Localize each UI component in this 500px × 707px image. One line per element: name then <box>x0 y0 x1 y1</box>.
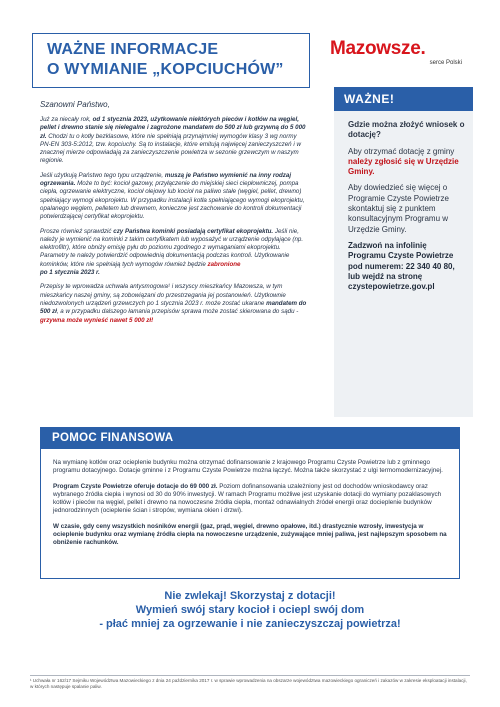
sidebar-body <box>334 111 473 292</box>
p3-text-c: Jeśli nie, należy je wymienić na kominki z takim certyfikatem lub wyposażyć w urządzenie odpylające (np. elektrofiltr), które obniży emisję pyłu do poziomu zgodnego z wymaganiami ekoprojektu. Parametry te należy potwierdzić odpowiednią dokumentacją podczas kontroli. Użytkowanie kominków, które nie spełniają tych wymogów również będzie <box>40 227 304 268</box>
sidebar-question: Gdzie można złożyć wniosek o dotację? <box>348 120 465 140</box>
p3-text-b: czy Państwa kominki posiadają certyfikat ekoprojektu. <box>113 227 274 235</box>
p2-text-a: Jeśli użytkują Państwo tego typu urządzenie, <box>40 171 165 179</box>
footnote: ¹ Uchwała nr 162/17 Sejmiku Województwa Mazowieckiego z dnia 24 października 2017 r. w sprawie wprowadzenia na obszarze województwa mazowieckiego ograniczeń i zakazów w zakresie eksploatacji instalacji, w których następuje spalanie paliw. <box>30 678 467 689</box>
paragraph-1 <box>40 116 308 166</box>
help-paragraph-1: Na wymianę kotłów oraz ocieplenie budynku można otrzymać dofinansowanie z krajowego Programu Czyste Powietrze lub z gminnego programu dotacyjnego. Dotacje gminne i z Programu Czyste Powietrze można łączyć. Można także skorzystać z ulgi termomodernizacyjnej. <box>53 459 443 475</box>
cta-line-2: Wymień swój stary kocioł i ociepl swój dom <box>135 604 365 616</box>
help-paragraph-2 <box>53 483 447 516</box>
important-sidebar <box>334 87 473 417</box>
financial-help-heading: POMOC FINANSOWA <box>40 427 460 449</box>
sidebar-heading: WAŻNE! <box>334 87 473 111</box>
footnote-divider <box>30 675 470 676</box>
p1-text-c: Chodzi tu o kotły bezklasowe, które nie spełniają przynajmniej wymogów klasy 3 wg normy PN-EN 303-5:2012, tzw. kopciuchy. Są to instalacje, które emitują najwięcej zanieczyszczeń i w znacznej mierze odpowiadają za zanieczyszczenie powietrza w sezonie grzewczym w naszym regionie. <box>40 132 301 165</box>
help-p2-bold: Program Czyste Powietrze oferuje dotacje do 69 000 zł. <box>53 482 218 490</box>
sidebar-text-1a: Aby otrzymać dotację z gminy <box>348 146 455 156</box>
paragraph-3 <box>40 228 308 278</box>
financial-help-box <box>40 449 460 579</box>
p4-text-c: , a w przypadku dalszego łamania przepisów sprawa może zostać skierowana do sądu - <box>56 308 299 316</box>
cta-line-1: Nie zwlekaj! Skorzystaj z dotacji! <box>164 590 336 602</box>
p4-text-fine: grzywna może wynieść nawet 5 000 zł! <box>40 316 154 324</box>
sidebar-hotline: Zadzwoń na infolinię Programu Czyste Powietrze pod numerem: 22 340 40 80, lub wejdź na stronę czystepowietrze.gov.pl <box>348 240 455 292</box>
help-p2-text: Poziom dofinansowania uzależniony jest od dochodów wnioskodawcy oraz wybranego źródła ciepła i wynosi od 30 do 90% inwestycji. W ramach Programu możliwe jest uzyskanie dotacji do wymiany pozaklasowych kotłów i pieców na węgiel, pellet i drewno na nowoczesne źródła ciepła, montaż odnawialnych źródeł energii oraz docieplenie budynków jednorodzinnych (ocieplenie ścian i stropów, wymiana okien i drzwi). <box>53 482 442 515</box>
call-to-action <box>40 589 460 631</box>
sidebar-text-1b: należy zgłosić się w Urzędzie Gminy. <box>348 156 459 177</box>
page-title-line2: O WYMIANIE „KOPCIUCHÓW” <box>47 61 284 78</box>
p3-text-forbidden: zabronione <box>207 260 241 268</box>
p3-text-a: Prosze również sprawdzić <box>40 227 114 235</box>
title-box <box>32 33 310 88</box>
greeting: Szanowni Państwo, <box>40 100 110 109</box>
paragraph-2 <box>40 172 308 222</box>
page-title-line1: WAŻNE INFORMACJE <box>47 41 219 58</box>
p2-text-b: muszą je Państwo wymienić na inny rodzaj ogrzewania. <box>40 171 292 188</box>
help-paragraph-3 <box>53 523 447 548</box>
cta-line-3: - płać mniej za ogrzewanie i nie zanieczyszczaj powietrza! <box>99 618 401 630</box>
p4-text-a: Przepisy te wprowadza uchwała antysmogowa¹ i wszyscy mieszkańcy Mazowsza, w tym mieszkańcy naszej gminy, są zobowiązani do przestrzegania jej postanowień. Użytkownie niedozwolonych urządzeń grzewczych po 1 stycznia 2023 r. może zostać ukarane <box>40 283 286 307</box>
logo-wordmark: Mazowsze. <box>330 38 426 59</box>
help-p3-bold: W czasie, gdy ceny wszystkich nośników energii (gaz, prąd, węgiel, drewno opałowe, itd.) drastycznie wzrosły, inwestycja w ocieplenie budynku oraz wymianę źródła ciepła na nowoczesne urządzenie, zużywające mniej paliwa, jest najlepszym sposobem na obniżenie rachunków. <box>53 522 447 547</box>
p4-text-b: mandatem do 500 zł <box>40 299 307 316</box>
mazowsze-logo <box>330 38 466 68</box>
sidebar-text-1 <box>348 147 465 178</box>
p3-text-date: po 1 stycznia 2023 r. <box>40 269 100 277</box>
sidebar-text-2: Aby dowiedzieć się więcej o Programie Czyste Powietrze skontaktuj się z punktem konsultacyjnym Programu w Urzędzie Gminy. <box>348 183 449 234</box>
p2-text-c: Może to być: kocioł gazowy, przyłączenie do miejskiej sieci ciepłowniczej, pompa ciepła, ogrzewanie elektryczne, kocioł olejowy lub kocioł na paliwo stałe (węgiel, pellet, drewno) spełniający wymogi ekoprojektu. W przypadku instalacji kotła spełniającego wymogi ekoprojektu, opalanego węglem, pelletem lub drewnem, konieczne jest zachowanie do kontroli dokumentacji potwierdzającej certyfikat ekoprojektu. <box>40 180 305 221</box>
logo-tagline: serce Polski <box>429 60 462 66</box>
p1-text-b: od 1 stycznia 2023, użytkowanie niektórych pieców i kotłów na węgiel, pellet i drewno stanie się nielegalne i zagrożone mandatem do 500 zł lub grzywną do 5 000 zł. <box>40 116 306 140</box>
p1-text-a: Już za niecały rok, <box>40 116 93 123</box>
paragraph-4 <box>40 283 308 324</box>
main-column <box>40 100 308 331</box>
